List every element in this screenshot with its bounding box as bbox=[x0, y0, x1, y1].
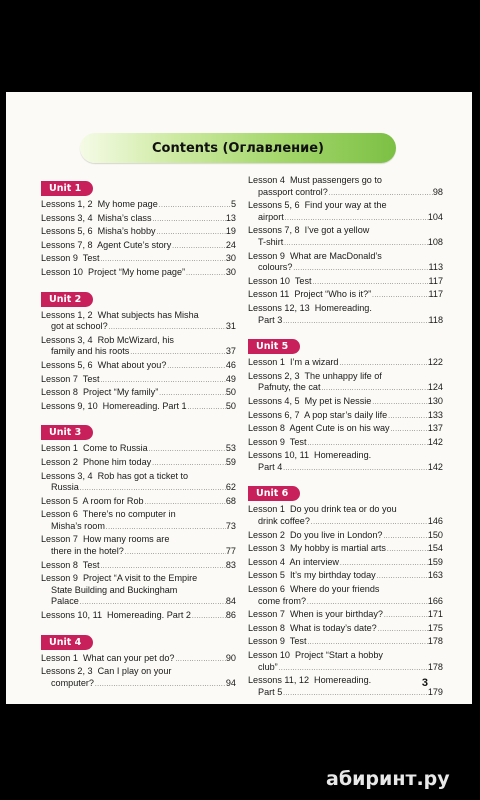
leader-dots bbox=[148, 443, 226, 457]
toc-entry bbox=[41, 267, 236, 281]
toc-entry bbox=[248, 623, 443, 637]
toc-entry bbox=[41, 374, 236, 388]
entry-title: Part 3 bbox=[258, 314, 283, 325]
toc-entry bbox=[248, 396, 443, 410]
entry-title: Lesson 1 Do you drink tea or do you bbox=[248, 504, 397, 515]
toc-entry bbox=[248, 175, 443, 200]
leader-dots bbox=[108, 321, 226, 335]
leader-dots bbox=[390, 423, 428, 437]
leader-dots bbox=[187, 401, 226, 415]
leader-dots bbox=[339, 557, 428, 571]
leader-dots bbox=[386, 543, 428, 557]
leader-dots bbox=[94, 678, 226, 692]
entry-title: computer? bbox=[51, 677, 94, 688]
leader-dots bbox=[99, 560, 225, 574]
leader-dots bbox=[292, 262, 428, 276]
entry-title: Lesson 4 Must passengers go to bbox=[248, 175, 382, 185]
entry-page: 83 bbox=[225, 559, 236, 570]
toc-entry bbox=[41, 610, 236, 624]
toc-entry bbox=[248, 225, 443, 250]
entry-page: 50 bbox=[225, 400, 236, 411]
entry-title: colours? bbox=[258, 262, 293, 273]
entry-page: 118 bbox=[428, 314, 443, 325]
toc-entry bbox=[248, 276, 443, 290]
entry-page: 84 bbox=[225, 596, 236, 607]
leader-dots bbox=[171, 240, 226, 254]
leader-dots bbox=[371, 289, 428, 303]
entry-title: Lesson 2 Phone him today bbox=[41, 456, 152, 467]
leader-dots bbox=[151, 457, 226, 471]
leader-dots bbox=[376, 570, 428, 584]
entry-title: passport control? bbox=[258, 186, 328, 197]
leader-dots bbox=[382, 530, 427, 544]
leader-dots bbox=[156, 226, 226, 240]
leader-dots bbox=[306, 636, 427, 650]
entry-title: Lessons 9, 10 Homereading. Part 1 bbox=[41, 400, 187, 411]
entry-title: Lessons 7, 8 Agent Cute’s story bbox=[41, 239, 172, 250]
toc-entry bbox=[248, 410, 443, 424]
entry-title: Lesson 9 What are MacDonald’s bbox=[248, 250, 382, 261]
entry-title: Lesson 1 What can your pet do? bbox=[41, 652, 175, 663]
leader-dots bbox=[282, 315, 428, 329]
toc-entry bbox=[41, 199, 236, 213]
leader-dots bbox=[158, 199, 231, 213]
page-title: Contents (Оглавление) bbox=[152, 140, 324, 156]
entry-page: 30 bbox=[225, 253, 236, 264]
leader-dots bbox=[284, 212, 428, 226]
entry-page: 133 bbox=[427, 409, 443, 420]
leader-dots bbox=[282, 462, 428, 476]
leader-dots bbox=[99, 253, 225, 267]
entry-page: 104 bbox=[427, 211, 443, 222]
right-column bbox=[248, 175, 443, 707]
toc-entry bbox=[248, 450, 443, 475]
entry-title: Lessons 5, 6 Misha’s hobby bbox=[41, 226, 156, 237]
entry-title: Lessons 3, 4 Misha’s class bbox=[41, 212, 152, 223]
entry-title: Lesson 9 Test bbox=[248, 636, 307, 647]
toc-entry bbox=[41, 443, 236, 457]
entry-page: 142 bbox=[427, 436, 443, 447]
entry-title: Lessons 7, 8 I’ve got a yellow bbox=[248, 225, 370, 236]
leader-dots bbox=[79, 482, 226, 496]
toc-entry bbox=[248, 504, 443, 529]
entry-page: 50 bbox=[225, 387, 236, 398]
entry-title: Lessons 6, 7 A pop star’s daily life bbox=[248, 409, 388, 420]
toc-entry bbox=[41, 653, 236, 667]
entry-page: 53 bbox=[225, 443, 236, 454]
entry-title: there in the hotel? bbox=[51, 546, 124, 557]
entry-title: Lesson 8 What is today’s date? bbox=[248, 622, 377, 633]
unit-heading: Unit 4 bbox=[41, 635, 93, 650]
entry-page: 113 bbox=[428, 262, 443, 273]
entry-page: 130 bbox=[427, 395, 443, 406]
toc-entry bbox=[248, 650, 443, 675]
entry-page: 37 bbox=[225, 346, 236, 357]
entry-title: Lesson 8 Agent Cute is on his way bbox=[248, 423, 390, 434]
entry-title: Lessons 5, 6 Find your way at the bbox=[248, 200, 387, 211]
entry-page: 179 bbox=[427, 686, 443, 697]
entry-page: 94 bbox=[225, 677, 236, 688]
entry-title: Lessons 3, 4 Rob has got a ticket to bbox=[41, 470, 189, 481]
entry-title: Lesson 5 A room for Rob bbox=[41, 495, 144, 506]
entry-page: 117 bbox=[428, 289, 443, 300]
entry-page: 5 bbox=[230, 199, 236, 209]
toc-entry bbox=[248, 557, 443, 571]
entry-title: T-shirt bbox=[258, 236, 284, 247]
entry-title: family and his roots bbox=[51, 346, 130, 357]
entry-title: Lesson 7 Test bbox=[41, 373, 100, 384]
toc-entry bbox=[248, 543, 443, 557]
leader-dots bbox=[383, 609, 428, 623]
unit-heading: Unit 5 bbox=[248, 339, 300, 354]
toc-entry bbox=[248, 289, 443, 303]
entry-title: Misha’s room bbox=[51, 520, 105, 531]
entry-title: Lessons 10, 11 Homereading. bbox=[248, 450, 372, 461]
entry-title: club” bbox=[258, 661, 278, 672]
entry-title: Lesson 8 Test bbox=[41, 559, 100, 570]
entry-title: Lesson 2 Do you live in London? bbox=[248, 529, 383, 540]
entry-page: 73 bbox=[225, 520, 236, 531]
leader-dots bbox=[328, 187, 433, 201]
leader-dots bbox=[79, 596, 226, 610]
left-column bbox=[41, 177, 236, 698]
toc-entry bbox=[248, 609, 443, 623]
entry-title: Lessons 11, 12 Homereading. bbox=[248, 675, 372, 686]
toc-entry bbox=[41, 213, 236, 227]
entry-page: 166 bbox=[427, 595, 443, 606]
entry-title: Lesson 10 Project “My home page” bbox=[41, 266, 186, 277]
entry-page: 59 bbox=[225, 456, 236, 467]
toc-entry bbox=[248, 423, 443, 437]
toc-entry bbox=[248, 675, 443, 700]
entry-title: Part 5 bbox=[258, 686, 283, 697]
toc-entry bbox=[41, 310, 236, 335]
toc-entry bbox=[41, 534, 236, 559]
leader-dots bbox=[99, 374, 225, 388]
entry-page: 31 bbox=[225, 321, 236, 332]
leader-dots bbox=[105, 521, 226, 535]
toc-entry bbox=[41, 471, 236, 496]
entry-page: 86 bbox=[225, 610, 236, 621]
entry-title: Lesson 11 Project “Who is it?” bbox=[248, 289, 372, 300]
toc-entry bbox=[41, 496, 236, 510]
toc-entry bbox=[248, 371, 443, 396]
toc-entry bbox=[248, 200, 443, 225]
entry-title: Russia bbox=[51, 482, 79, 493]
entry-page: 24 bbox=[225, 239, 236, 250]
entry-title: Lessons 5, 6 What about you? bbox=[41, 359, 167, 370]
entry-title: Lesson 3 My hobby is martial arts bbox=[248, 543, 386, 554]
entry-title: Lesson 1 Come to Russia bbox=[41, 443, 148, 454]
leader-dots bbox=[306, 437, 427, 451]
toc-entry bbox=[248, 636, 443, 650]
leader-dots bbox=[152, 213, 226, 227]
toc-entry bbox=[248, 303, 443, 328]
entry-page: 49 bbox=[225, 373, 236, 384]
entry-title: Lesson 6 Where do your friends bbox=[248, 584, 380, 595]
entry-title: State Building and Buckingham bbox=[51, 584, 178, 595]
toc-entry bbox=[41, 360, 236, 374]
entry-page: 62 bbox=[225, 482, 236, 493]
leader-dots bbox=[158, 387, 226, 401]
unit-heading: Unit 3 bbox=[41, 425, 93, 440]
toc-entry bbox=[41, 666, 236, 691]
leader-dots bbox=[144, 496, 226, 510]
entry-title: airport bbox=[258, 211, 284, 222]
entry-title: Lessons 12, 13 Homereading. bbox=[248, 302, 372, 313]
entry-title: Lesson 9 Project “A visit to the Empire bbox=[41, 573, 198, 584]
leader-dots bbox=[283, 237, 428, 251]
toc-entry bbox=[41, 335, 236, 360]
entry-page: 124 bbox=[427, 382, 443, 393]
entry-page: 122 bbox=[427, 357, 443, 368]
entry-page: 142 bbox=[427, 461, 443, 472]
entry-title: Part 4 bbox=[258, 461, 283, 472]
entry-title: Lessons 2, 3 Can I play on your bbox=[41, 666, 172, 677]
entry-page: 137 bbox=[427, 423, 443, 434]
toc-entry bbox=[41, 226, 236, 240]
entry-page: 108 bbox=[427, 236, 443, 247]
leader-dots bbox=[377, 623, 428, 637]
leader-dots bbox=[387, 410, 428, 424]
leader-dots bbox=[166, 360, 226, 374]
entry-title: Lessons 4, 5 My pet is Nessie bbox=[248, 395, 372, 406]
entry-title: got at school? bbox=[51, 321, 108, 332]
unit-heading: Unit 2 bbox=[41, 292, 93, 307]
entry-title: Lesson 4 An interview bbox=[248, 556, 339, 567]
entry-title: Lesson 7 How many rooms are bbox=[41, 534, 170, 545]
entry-page: 178 bbox=[427, 636, 443, 647]
leader-dots bbox=[174, 653, 225, 667]
entry-page: 30 bbox=[225, 266, 236, 277]
toc-entry bbox=[248, 570, 443, 584]
entry-page: 171 bbox=[427, 609, 443, 620]
entry-page: 68 bbox=[225, 495, 236, 506]
toc-entry bbox=[41, 240, 236, 254]
leader-dots bbox=[371, 396, 427, 410]
entry-page: 146 bbox=[427, 516, 443, 527]
entry-title: drink coffee? bbox=[258, 516, 310, 527]
entry-page: 46 bbox=[225, 359, 236, 370]
entry-page: 19 bbox=[225, 226, 236, 237]
leader-dots bbox=[185, 267, 226, 281]
watermark: абиринт.ру bbox=[326, 768, 450, 790]
toc-entry bbox=[41, 401, 236, 415]
toc-entry bbox=[248, 530, 443, 544]
entry-title: Lesson 8 Project “My family” bbox=[41, 387, 159, 398]
leader-dots bbox=[191, 610, 226, 624]
entry-page: 117 bbox=[428, 275, 443, 286]
leader-dots bbox=[306, 596, 428, 610]
contents-banner bbox=[80, 133, 396, 163]
entry-page: 159 bbox=[427, 556, 443, 567]
entry-page: 150 bbox=[427, 529, 443, 540]
entry-page: 154 bbox=[427, 543, 443, 554]
toc-entry bbox=[248, 357, 443, 371]
leader-dots bbox=[129, 346, 226, 360]
leader-dots bbox=[338, 357, 427, 371]
entry-page: 178 bbox=[427, 661, 443, 672]
unit-heading: Unit 1 bbox=[41, 181, 93, 196]
entry-title: Pafnuty, the cat bbox=[258, 382, 321, 393]
entry-title: Lesson 9 Test bbox=[248, 436, 307, 447]
entry-title: Lessons 10, 11 Homereading. Part 2 bbox=[41, 610, 191, 621]
toc-entry bbox=[248, 437, 443, 451]
entry-title: come from? bbox=[258, 595, 307, 606]
leader-dots bbox=[282, 687, 428, 701]
leader-dots bbox=[124, 546, 226, 560]
entry-page: 163 bbox=[427, 570, 443, 581]
toc-entry bbox=[41, 560, 236, 574]
toc-entry bbox=[41, 509, 236, 534]
entry-title: Lesson 7 When is your birthday? bbox=[248, 609, 383, 620]
leader-dots bbox=[312, 276, 429, 290]
toc-entry bbox=[248, 251, 443, 276]
entry-title: Lessons 1, 2 My home page bbox=[41, 199, 158, 209]
entry-page: 13 bbox=[225, 212, 236, 223]
entry-title: Lesson 5 It’s my birthday today bbox=[248, 570, 376, 581]
toc-entry bbox=[41, 457, 236, 471]
entry-title: Lessons 1, 2 What subjects has Misha bbox=[41, 309, 199, 320]
entry-title: Lesson 9 Test bbox=[41, 253, 100, 264]
unit-heading: Unit 6 bbox=[248, 486, 300, 501]
entry-title: Lessons 2, 3 The unhappy life of bbox=[248, 370, 382, 381]
entry-title: Lesson 10 Test bbox=[248, 275, 312, 286]
book-page bbox=[6, 92, 472, 704]
toc-entry bbox=[41, 573, 236, 610]
toc-entry bbox=[248, 584, 443, 609]
entry-title: Lesson 10 Project “Start a hobby bbox=[248, 650, 383, 660]
toc-entry bbox=[41, 387, 236, 401]
entry-page: 98 bbox=[432, 186, 443, 197]
leader-dots bbox=[310, 516, 428, 530]
entry-page: 175 bbox=[427, 622, 443, 633]
leader-dots bbox=[321, 382, 428, 396]
entry-title: Lesson 6 There’s no computer in bbox=[41, 509, 176, 520]
toc-entry bbox=[41, 253, 236, 267]
entry-page: 77 bbox=[225, 546, 236, 557]
entry-title: Palace bbox=[51, 596, 79, 607]
entry-title: Lessons 3, 4 Rob McWizard, his bbox=[41, 334, 174, 345]
page-number: 3 bbox=[421, 677, 428, 689]
entry-page: 90 bbox=[225, 652, 236, 663]
entry-title: Lesson 1 I’m a wizard bbox=[248, 357, 339, 368]
leader-dots bbox=[278, 662, 428, 676]
